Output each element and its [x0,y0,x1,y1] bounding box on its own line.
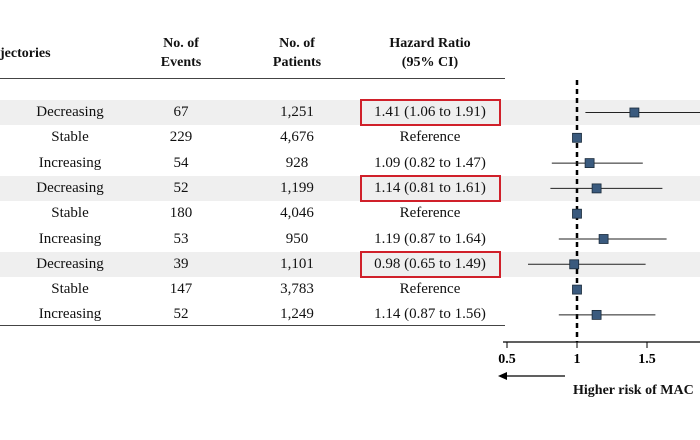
row-hazard-ratio: Reference [399,281,461,298]
row-trajectory: Stable [51,129,89,146]
row-trajectory: Decreasing [36,179,104,196]
row-events: 39 [173,255,189,272]
row-patients: 1,251 [280,104,314,120]
row-trajectory: Decreasing [36,255,104,272]
row-hazard-ratio: 1.41 (1.06 to 1.91) [374,104,486,120]
header-patients-line2: Patients [272,55,322,70]
row-events: 229 [169,129,193,146]
point-marker [573,209,582,218]
row-hazard-ratio: 1.14 (0.87 to 1.56) [374,306,486,323]
point-marker [570,260,579,269]
row-patients: 3,783 [280,281,314,298]
row-patients: 928 [285,154,309,171]
row-hazard-ratio: 0.98 (0.65 to 1.49) [374,255,486,272]
row-trajectory: Increasing [38,230,102,247]
row-events: 180 [169,205,193,222]
point-marker [585,159,594,168]
row-trajectory: Decreasing [36,104,104,120]
row-hazard-ratio: 1.14 (0.81 to 1.61) [374,179,486,196]
row-events: 67 [173,104,189,120]
row-trajectory: Stable [51,281,89,298]
point-marker [599,235,608,244]
x-tick-label: 1.5 [638,352,656,367]
header-patients-line1: No. of [279,36,315,51]
row-patients: 1,101 [280,255,314,272]
point-marker [573,285,582,294]
header-hazard-line1: Hazard Ratio [389,36,471,51]
row-patients: 1,199 [280,179,314,196]
point-marker [630,108,639,117]
row-events: 52 [173,179,189,196]
point-marker [592,310,601,319]
row-hazard-ratio: Reference [399,129,461,146]
row-events: 147 [169,281,193,298]
row-hazard-ratio: Reference [399,205,461,222]
row-trajectory: Increasing [38,154,102,171]
point-marker [573,133,582,142]
row-patients: 4,046 [280,205,314,222]
row-hazard-ratio: 1.09 (0.82 to 1.47) [374,154,486,171]
header-events-line2: Events [160,55,202,70]
arrow-head-icon [498,372,507,380]
row-patients: 4,676 [280,129,314,146]
point-marker [592,184,601,193]
x-tick-label: 0.5 [498,352,516,367]
row-events: 54 [173,154,189,171]
row-trajectory: Stable [51,205,89,222]
header-hazard-line2: (95% CI) [401,55,459,70]
x-axis-label: Higher risk of MAC [573,383,694,398]
header-trajectories: jectories [0,46,51,61]
row-patients: 950 [285,230,309,247]
row-events: 53 [173,230,189,247]
row-events: 52 [173,306,189,323]
header-events-line1: No. of [163,36,199,51]
row-hazard-ratio: 1.19 (0.87 to 1.64) [374,230,486,247]
x-tick-label: 1 [573,352,581,367]
row-patients: 1,249 [280,306,314,323]
row-trajectory: Increasing [38,306,102,323]
